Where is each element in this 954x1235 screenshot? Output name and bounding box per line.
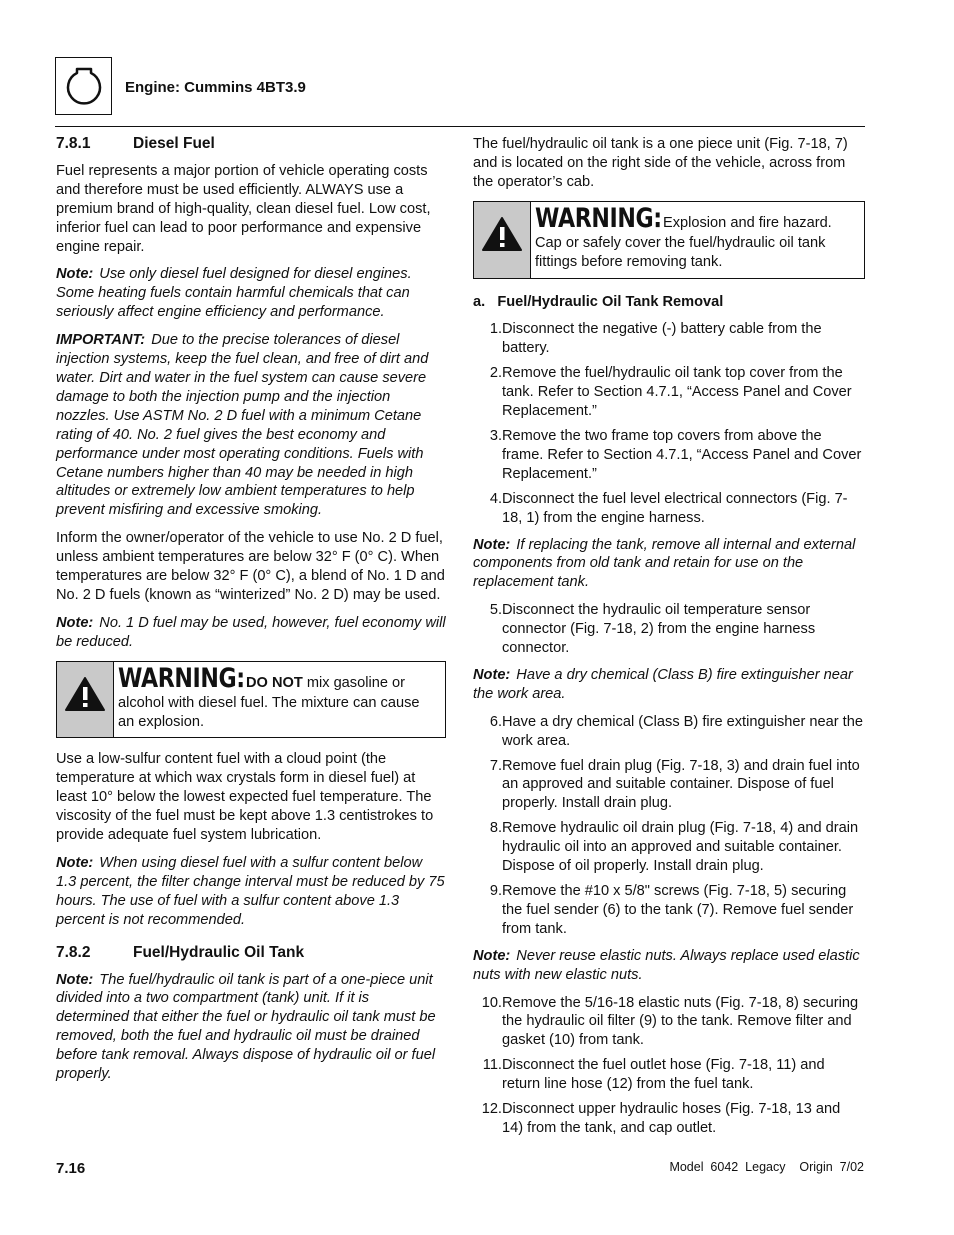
step-text: Remove the fuel/hydraulic oil tank top cover from the tank. Refer to Section 4.7.1, “Access Panel and Cover Replacement.” (502, 365, 852, 420)
step-number: 8. (489, 820, 502, 837)
step-number: 4. (489, 490, 502, 507)
section-heading-tank (56, 944, 446, 963)
step-number: 1. (489, 321, 502, 338)
note (56, 971, 446, 1084)
note-label: Note: (473, 947, 511, 964)
warning-box (473, 201, 865, 279)
list-item (473, 490, 865, 528)
step-text: Disconnect the hydraulic oil temperature sensor connector (Fig. 7-18, 2) from the engine harness connector. (502, 602, 816, 657)
step-number: 7. (489, 757, 502, 774)
warning-body: mix gasoline or alcohol with diesel fuel. The mixture can cause an explosion. (118, 674, 420, 730)
warning-text (531, 202, 864, 278)
section-number: 7.8.2 (56, 943, 91, 961)
note-label: Note: (56, 614, 94, 631)
step-text: Remove the 5/16-18 elastic nuts (Fig. 7-18, 8) securing the hydraulic oil filter (9) to the tank. Remove filter and gasket (10) from tank. (502, 994, 859, 1049)
note (473, 947, 865, 985)
page-number: 7.16 (56, 1160, 86, 1177)
list-item (473, 819, 865, 876)
note-text: Have a dry chemical (Class B) fire extinguisher near the work area. (473, 666, 853, 702)
step-list (473, 320, 865, 527)
paragraph: Inform the owner/operator of the vehicle to use No. 2 D fuel, unless ambient temperatures are below 32° F (0° C). When temperatures are below 32° F (0° C), a blend of No. 1 D and No. 2 D fuels (known as “winterized” No. 2 D) may be used. (56, 530, 445, 603)
warning-word: WARNING: (118, 662, 245, 694)
step-text: Remove the #10 x 5/8" screws (Fig. 7-18, 5) securing the fuel sender (6) to the tank (7). Remove fuel sender from tank. (502, 883, 854, 937)
step-number: 9. (489, 883, 502, 899)
list-item (473, 1100, 865, 1138)
list-item (473, 757, 865, 814)
step-text: Disconnect the negative (-) battery cable from the battery. (502, 321, 822, 357)
subsection-heading: a. Fuel/Hydraulic Oil Tank Removal (473, 293, 724, 310)
step-number: 11. (482, 1057, 502, 1074)
footer-model-info: Model 6042 Legacy Origin 7/02 (669, 1160, 864, 1174)
note-text: Never reuse elastic nuts. Always replace used elastic nuts with new elastic nuts. (473, 947, 860, 983)
step-list (473, 713, 865, 939)
step-number: 12. (481, 1101, 502, 1118)
header-divider (55, 126, 865, 127)
step-number: 5. (489, 602, 502, 619)
warning-word: WARNING: (535, 202, 662, 234)
engine-icon (55, 57, 112, 115)
section-number: 7.8.1 (56, 135, 91, 152)
step-number: 2. (489, 365, 502, 382)
step-text: Disconnect upper hydraulic hoses (Fig. 7-18, 13 and 14) from the tank, and cap outlet. (502, 1101, 841, 1136)
step-text: Have a dry chemical (Class B) fire extinguisher near the work area. (502, 713, 863, 749)
note (56, 614, 446, 652)
note-text: The fuel/hydraulic oil tank is part of a one-piece unit divided into a two compartment (tank) unit. If it is determined that either the fuel or hydraulic oil tank must be removed, both the fuel and hydraulic oil must be drained before tank removal. Always dispose of hydraulic oil or fuel properly. (56, 971, 436, 1083)
step-number: 3. (489, 427, 502, 444)
engine-outline-icon (62, 64, 106, 108)
note-label: Note: (56, 855, 94, 871)
section-heading-diesel-fuel (56, 135, 446, 154)
warning-text (114, 662, 445, 738)
step-text: Disconnect the fuel level electrical connectors (Fig. 7-18, 1) from the engine harness. (502, 490, 848, 526)
header-title: Engine: Cummins 4BT3.9 (125, 79, 306, 96)
note-label: Note: (473, 536, 511, 553)
important-note (56, 331, 446, 520)
step-text: Remove fuel drain plug (Fig. 7-18, 3) and drain fuel into an approved and suitable container. Dispose of fuel properly. Install drain plug. (502, 757, 860, 812)
note (473, 536, 865, 593)
important-text: Due to the precise tolerances of diesel injection systems, keep the fuel clean, and free of dirt and water. Dirt and water in the fuel system can cause severe damage to both the injection pump and the injection nozzles. Use ASTM No. 2 D fuel with a minimum Cetane rating of 40. No. 2 fuel gives the best economy and performance under most operating conditions. Fuels with Cetane numbers higher than 40 may be needed in high altitudes or extremely low ambient temperatures to help prevent misfiring and excessive smoking. (56, 332, 429, 519)
step-text: Remove hydraulic oil drain plug (Fig. 7-18, 4) and drain hydraulic oil into an approved and suitable container. Dispose of oil properly. Install drain plug. (502, 820, 859, 875)
step-list (473, 601, 865, 658)
warning-triangle-icon (57, 662, 114, 738)
paragraph: Use a low-sulfur content fuel with a cloud point (the temperature at which wax crystals form in diesel fuel) at least 10° below the lowest expected fuel temperature. The viscosity of the fuel must be kept above 1.3 centistrokes to provide adequate fuel system lubrication. (56, 751, 434, 844)
step-list (473, 994, 865, 1138)
paragraph: Fuel represents a major portion of vehicle operating costs and therefore must be used efficiently. ALWAYS use a premium brand of high-quality, clean diesel fuel. Low cost, inferior fuel can lead to poor performance and expensive engine repair. (56, 162, 431, 255)
note-text: No. 1 D fuel may be used, however, fuel economy will be reduced. (56, 614, 446, 650)
paragraph: The fuel/hydraulic oil tank is a one piece unit (Fig. 7-18, 7) and is located on the right side of the vehicle, across from the operator’s cab. (473, 136, 848, 190)
list-item (473, 427, 865, 484)
note-text: Use only diesel fuel designed for diesel engines. Some heating fuels contain harmful chemicals that can seriously affect engine efficiency and performance. (56, 266, 412, 321)
section-title: Fuel/Hydraulic Oil Tank (133, 943, 305, 961)
note-text: If replacing the tank, remove all internal and external components from old tank and retain for use on the replacement tank. (473, 536, 856, 591)
step-number: 6. (489, 713, 502, 730)
list-item (473, 882, 865, 939)
section-title: Diesel Fuel (133, 135, 215, 152)
list-item (473, 320, 865, 358)
note-text: When using diesel fuel with a sulfur content below 1.3 percent, the filter change interval must be reduced by 75 hours. The use of fuel with a sulfur content above 1.3 percent is not recommended. (56, 855, 445, 928)
warning-triangle-icon (474, 202, 531, 278)
list-item (473, 1056, 865, 1094)
list-item (473, 364, 865, 421)
right-column (473, 135, 865, 1146)
note-label: Note: (473, 666, 511, 683)
list-item (473, 994, 865, 1051)
list-item (473, 713, 865, 751)
warning-emphasis: DO NOT (246, 674, 303, 691)
important-label: IMPORTANT: (56, 332, 146, 349)
list-item (473, 601, 865, 658)
note (473, 666, 865, 704)
warning-body: Explosion and fire hazard. Cap or safely cover the fuel/hydraulic oil tank fittings before removing tank. (535, 214, 832, 270)
note (56, 854, 446, 930)
step-text: Disconnect the fuel outlet hose (Fig. 7-18, 11) and return line hose (12) from the fuel tank. (502, 1057, 825, 1093)
left-column (56, 135, 446, 1093)
note (56, 265, 446, 322)
step-number: 10. (481, 994, 502, 1011)
note-label: Note: (56, 971, 94, 988)
warning-box (56, 661, 446, 739)
step-text: Remove the two frame top covers from above the frame. Refer to Section 4.7.1, “Access Panel and Cover Replacement.” (502, 427, 862, 482)
note-label: Note: (56, 266, 94, 283)
